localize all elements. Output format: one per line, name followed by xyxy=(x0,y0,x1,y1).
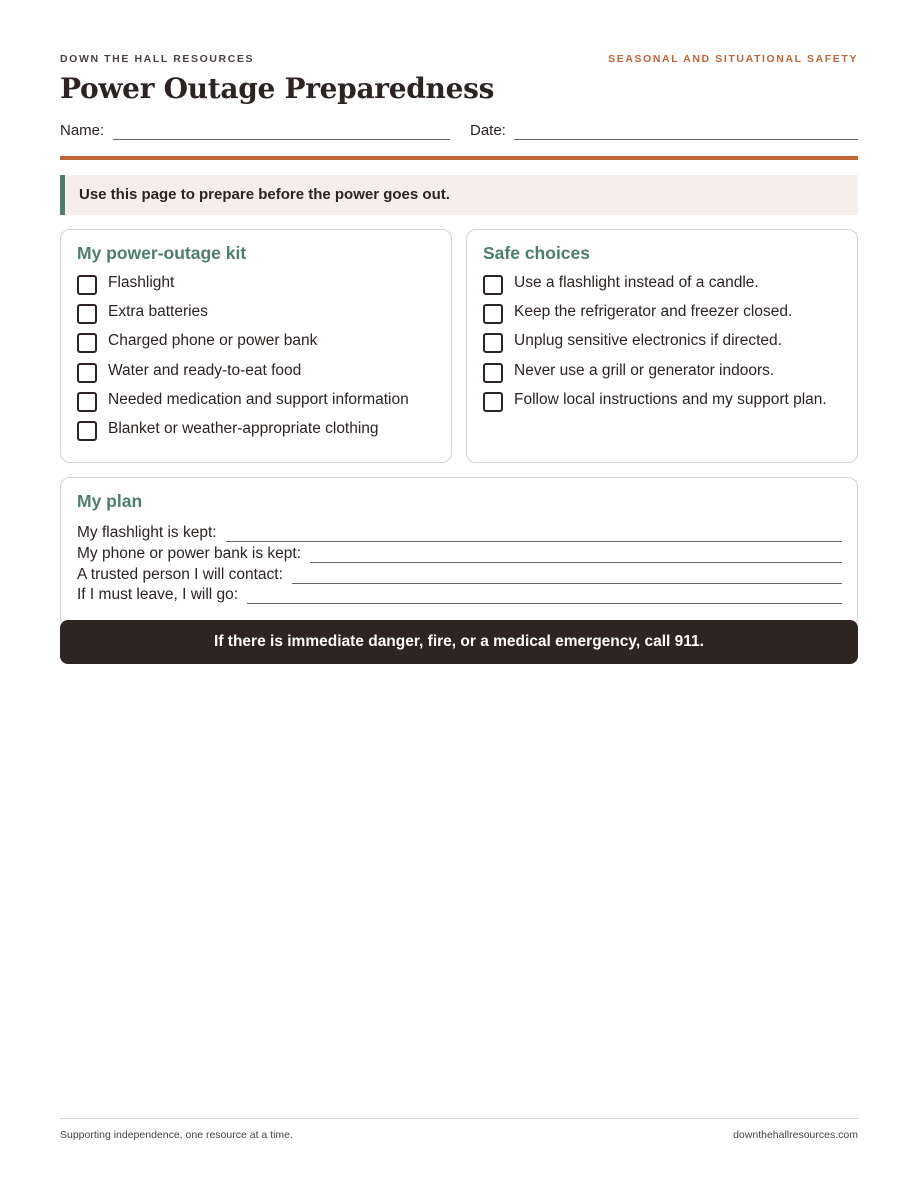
plan-row xyxy=(77,543,842,564)
checkbox[interactable] xyxy=(77,333,97,353)
kit-item-label: Needed medication and support information xyxy=(108,390,409,408)
kit-item-label: Extra batteries xyxy=(108,303,208,321)
worksheet-page xyxy=(60,0,858,1188)
category-label: SEASONAL AND SITUATIONAL SAFETY xyxy=(608,53,858,65)
checkbox[interactable] xyxy=(483,304,503,324)
checkbox[interactable] xyxy=(483,275,503,295)
org-name: DOWN THE HALL RESOURCES xyxy=(60,53,255,65)
checkbox[interactable] xyxy=(483,333,503,353)
checkbox[interactable] xyxy=(77,304,97,324)
checkbox[interactable] xyxy=(77,421,97,441)
safe-item-label: Unplug sensitive electronics if directed. xyxy=(514,332,782,350)
footer-website: downthehallresources.com xyxy=(733,1129,858,1141)
footer-divider xyxy=(60,1118,858,1119)
emergency-alert-text: If there is immediate danger, fire, or a medical emergency, call 911. xyxy=(214,633,704,650)
checkbox[interactable] xyxy=(483,392,503,412)
emergency-alert xyxy=(60,620,858,664)
safe-item-label: Follow local instructions and my support plan. xyxy=(514,390,827,408)
checkbox[interactable] xyxy=(483,363,503,383)
safe-choices-title: Safe choices xyxy=(483,243,590,263)
name-date-row xyxy=(60,121,858,143)
footer-tagline: Supporting independence, one resource at a time. xyxy=(60,1129,293,1141)
plan-title: My plan xyxy=(77,491,143,511)
plan-row-label: My phone or power bank is kept: xyxy=(77,545,310,563)
kit-item-label: Water and ready-to-eat food xyxy=(108,361,302,379)
kit-title: My power-outage kit xyxy=(77,243,247,263)
date-field[interactable] xyxy=(514,139,858,140)
kit-card xyxy=(60,229,452,463)
plan-card xyxy=(60,477,858,627)
checkbox[interactable] xyxy=(77,392,97,412)
plan-row xyxy=(77,584,842,605)
plan-row xyxy=(77,522,842,543)
safe-choices-card xyxy=(466,229,858,463)
name-field[interactable] xyxy=(113,139,450,140)
page-title: Power Outage Preparedness xyxy=(60,72,495,105)
plan-row-label: If I must leave, I will go: xyxy=(77,586,247,604)
intro-banner xyxy=(60,175,858,215)
date-label: Date: xyxy=(470,122,506,139)
plan-row-label: A trusted person I will contact: xyxy=(77,566,292,584)
checkbox[interactable] xyxy=(77,275,97,295)
kit-item-label: Charged phone or power bank xyxy=(108,332,318,350)
safe-item-label: Never use a grill or generator indoors. xyxy=(514,361,775,379)
intro-text: Use this page to prepare before the power goes out. xyxy=(79,186,450,203)
plan-rows xyxy=(77,522,842,605)
safe-item-label: Use a flashlight instead of a candle. xyxy=(514,274,759,291)
kit-item-label: Blanket or weather-appropriate clothing xyxy=(108,419,379,437)
top-header xyxy=(60,53,858,67)
header-divider xyxy=(60,156,858,160)
checkbox[interactable] xyxy=(77,363,97,383)
plan-row xyxy=(77,564,842,585)
plan-row-label: My flashlight is kept: xyxy=(77,524,226,542)
kit-item-label: Flashlight xyxy=(108,274,175,291)
name-label: Name: xyxy=(60,122,105,139)
safe-item-label: Keep the refrigerator and freezer closed. xyxy=(514,303,793,321)
